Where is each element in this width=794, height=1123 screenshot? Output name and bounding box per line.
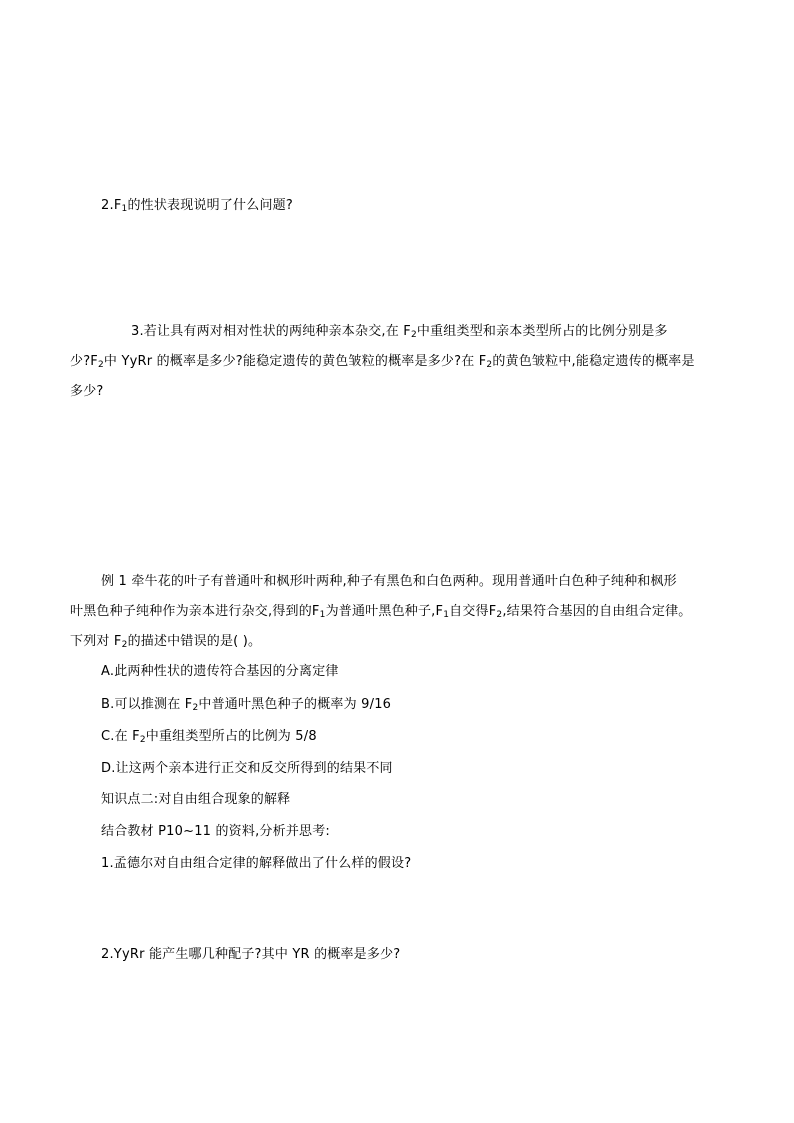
question-3-line-2 [70,354,695,370]
knowledge-question-1 [101,856,411,872]
option-text: D.让这两个亲本进行正交和反交所得到的结果不同 [101,761,393,776]
intro-text: 结合教材 P10~11 的资料,分析并思考: [101,824,330,839]
section-title: 知识点二:对自由组合现象的解释 [101,792,291,807]
text-segment: 的描述中错误的是( )。 [127,634,262,649]
question-2 [101,198,293,214]
text-segment: 下列对 F [70,634,122,649]
text-segment: 为普通叶黑色种子,F [325,604,444,619]
subscript: 2 [496,610,503,620]
subscript: 1 [319,610,326,620]
text-segment: 中 YyRr 的概率是多少?能稳定遗传的黄色皱粒的概率是多少?在 F [103,354,487,369]
subscript: 1 [443,610,450,620]
text-segment: 少?F [70,354,98,369]
knowledge-point-2-title [101,792,290,808]
subscript: 2 [486,360,493,370]
text-segment: 叶黑色种子纯种作为亲本进行杂交,得到的F [70,604,320,619]
subscript: 2 [97,360,104,370]
subscript: 2 [192,703,199,713]
option-text: A.此两种性状的遗传符合基因的分离定律 [101,664,339,679]
example-1-line-1 [101,574,677,590]
option-text: C.在 F [101,729,140,744]
subscript: 2 [410,330,417,340]
text-segment: 的黄色皱粒中,能稳定遗传的概率是 [492,354,695,369]
question-text: 的性状表现说明了什么问题? [127,198,293,213]
option-b [101,697,391,713]
f-label: F [113,198,122,213]
option-a [101,664,339,680]
subscript: 1 [121,204,128,214]
text-segment: 3.若让具有两对相对性状的两纯种亲本杂交,在 F [131,324,411,339]
knowledge-point-2-intro [101,824,330,840]
subscript: 2 [139,735,146,745]
option-d [101,761,393,777]
text-segment: 例 1 牵牛花的叶子有普通叶和枫形叶两种,种子有黑色和白色两种。现用普通叶白色种子纯种和枫形 [101,574,677,589]
subscript: 2 [121,640,128,650]
example-1-line-2 [70,604,691,620]
option-text: B.可以推测在 F [101,697,193,712]
question-3-line-3 [70,384,104,400]
question-text: 2.YyRr 能产生哪几种配子?其中 YR 的概率是多少? [101,947,401,962]
knowledge-question-2 [101,947,400,963]
option-text: 中重组类型所占的比例为 5/8 [145,729,317,744]
question-number: 2. [101,198,114,213]
example-1-line-3 [70,634,261,650]
option-c [101,729,317,745]
option-text: 中普通叶黑色种子的概率为 9/16 [198,697,392,712]
question-3-line-1 [131,324,668,340]
text-segment: 自交得F [449,604,497,619]
text-segment: ,结果符合基因的自由组合定律。 [502,604,692,619]
text-segment: 多少? [70,384,104,399]
text-segment: 中重组类型和亲本类型所占的比例分别是多 [416,324,668,339]
question-text: 1.孟德尔对自由组合定律的解释做出了什么样的假设? [101,856,412,871]
